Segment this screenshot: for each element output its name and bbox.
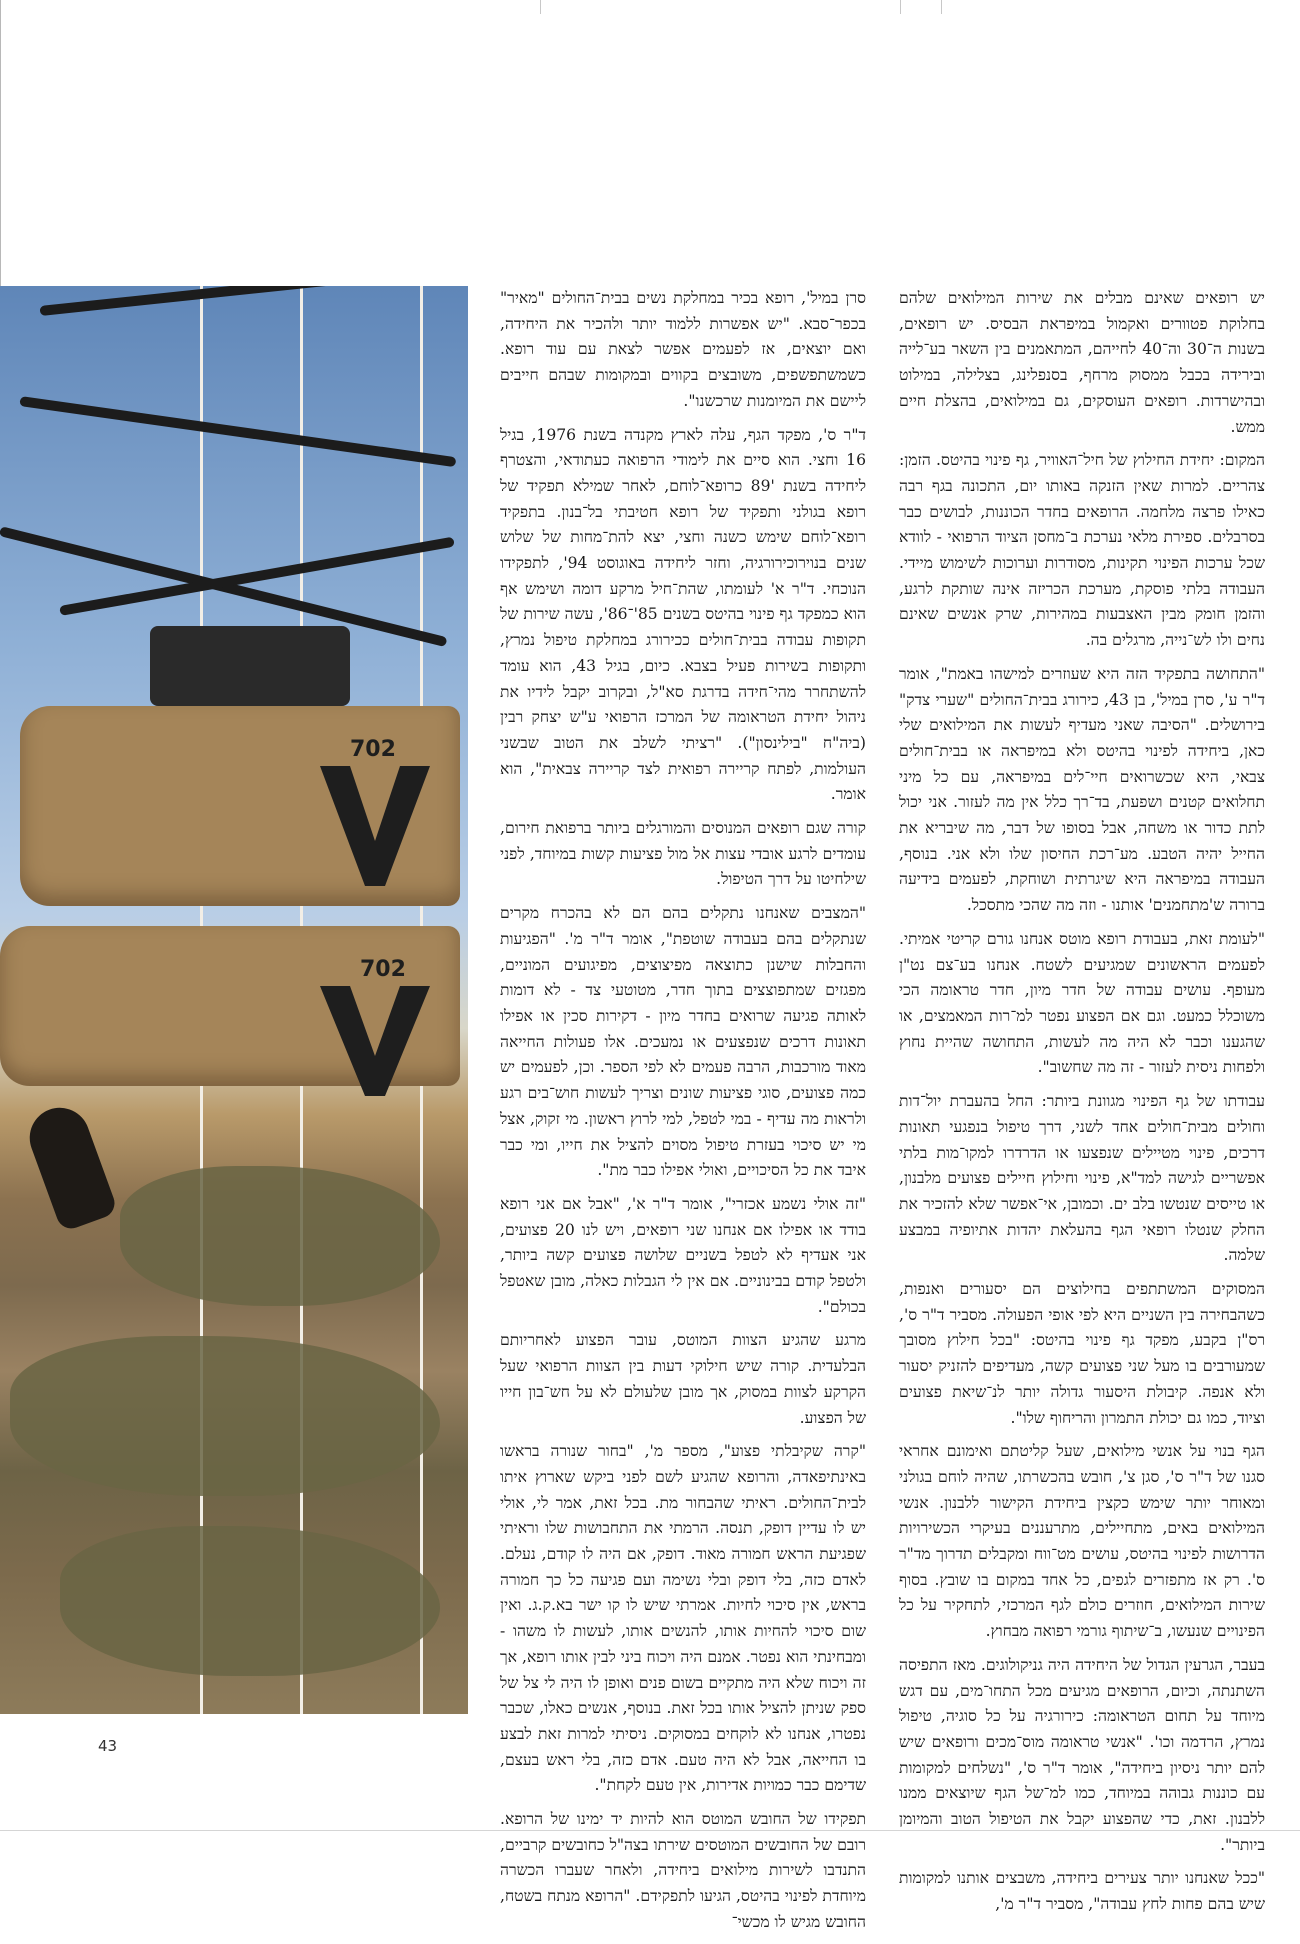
paragraph: סרן במיל', רופא בכיר במחלקת נשים בבית־החולים "מאיר" בכפר־סבא. "יש אפשרות ללמוד יותר ולהכיר את היחידה, ואם יוצאים, אז לפעמים אפשר לצאת עם עוד רופא. כשמשתפשפים, משובצים בקווים ובמקומות שבהם חייבים ליישם את המיומנות שרכשנו". <box>500 289 866 410</box>
helicopter-photo-collage <box>0 286 468 1714</box>
paragraph: "המצבים שאנחנו נתקלים בהם הם לא בהכרח מקרים שנתקלים בהם בעבודה שוטפת", אומר ד"ר מ'. "הפגיעות והחבלות שישנן כתוצאה מפיצוצים, מפיגועים המוניים, מפגזים שמתפוצצים בתוך חדר, מטוטעי צד - לא דומות לאותה פגיעה שרואים בחדר מיון - דקירות סכין או אפילו תאונות דרכים שנפצעים או נמעכים. אלו פעולות החייאה מאוד מורכבות, הרבה פעמים לא לפי הספר. וכן, לפעמים יש כמה פצועים, סוגי פציעות שונים וצריך לעשות חוש־בים רגע ולראות מה עדיף - במי לטפל, למי לרוץ ראשון. מי זקוק, אצל מי יש סיכוי בעזרת טיפול מסוים להציל את חייו, ומי כבר איבד את כל הסיכויים, ואולי אפילו כבר מת". <box>500 904 866 1180</box>
photo-overlay <box>0 286 468 1714</box>
paragraph: הגף בנוי על אנשי מילואים, שעל קליטתם ואימונם אחראי סגנו של ד"ר ס', סגן צ', חובש בהכשרתו, שהיה לוחם בגולני ומאוחר יותר שימש כקצין ביחידת הקישור ללבנון. אנשי המילואים באים, מתחיילים, מתרעננים בעיקרי הכשירויות הדרושות לפינוי בהיטס, עושים מט־ווח ומקבלים תדרוך מד"ר ס'. רק אז מתפזרים לגפים, כל אחד במקום בו שובץ. בסוף שירות המילואים, חוזרים כולם לגף המרכזי, לתחקיר על כל הפינויים שנעשו, ב־שיתוף גורמי רפואה מבחוץ. <box>899 1442 1265 1641</box>
paragraph: המקום: יחידת החילוץ של חיל־האוויר, גף פינוי בהיטס. הזמן: צהריים. למרות שאין הזנקה באותו יום, התכונה בגף רבה כאילו פרצה מלחמה. הרופאים בחדר הכוננות, לבושים כבר בסרבלים. ספירת מלאי נערכת ב־מחסן הציוד הרפואי - לוודא שכל ערכות הפינוי תקינות, מסודרות וערוכות לשימוש מיידי. העבודה בלתי פוסקת, מערכת הכריזה אינה שותקת לרגע, והזמן חומק מבין האצבעות במהירות, שרק אנשים שאינם נחים ולו לש־נייה, מרגלים בה. <box>899 451 1265 650</box>
paragraph: ד"ר ס', מפקד הגף, עלה לארץ מקנדה בשנת 1976, בגיל 16 וחצי. הוא סיים את לימודי הרפואה כעתודאי, והצטרף ליחידה בשנת '89 כרופא־לוחם, לאחר שמילא תפקיד של רופא בגולני ותפקיד של רופא חטיבתי בל־בנון. בתפקיד רופא־לוחם שימש כשנה וחצי, יצא להת־מחות של שלוש שנים בנוירוכירורגיה, וחזר ליחידה באוגוסט 94', לתפקידו הנוכחי. ד"ר א' לעומתו, שהת־חיל מרקע דומה ושימש אף הוא כמפקד גף פינוי בהיטס בשנים 85'־86', עשה שירות של תקופות עבודה בבית־חולים ככירורג במחלקת טיפול נמרץ, ותקופות בשירות פעיל בצבא. כיום, בגיל 43, הוא עומד להשתחרר מהי־חידה בדרגת סא"ל, ובקרוב יקבל לידיו את ניהול יחידת הטראומה של המרכז הרפואי ע"ש יצחק רבין (ביה"ח "בילינסון"). "רציתי לשלב את הטוב שבשני העולמות, לפתח קריירה רפואית לצד קריירה צבאית", הוא אומר. <box>500 425 866 804</box>
paragraph: "ככל שאנחנו יותר צעירים ביחידה, משבצים אותנו למקומות שיש בהם פחות לחץ עבודה", מסביר ד"ר מ', <box>899 1869 1265 1914</box>
paragraph: "קרה שקיבלתי פצוע", מספר מ', "בחור שנורה בראשו באינתיפאדה, והרופא שהגיע לשם לפני ביקש שארוץ איתו לבית־החולים. ראיתי שהבחור מת. בכל זאת, אמר לי, אולי יש לו עדיין דופק, תנסה. הרמתי את התחבושות שלו וראיתי שפגיעת הראש חמורה מאוד. דופק, אם היה לו קודם, נעלם. לאדם כזה, בלי דופק ובלי נשימה ועם פגיעה כל כך חמורה בראש, אין סיכוי לחיות. אמרתי שיש לו קו ישר בא.ק.ג. ואין שום סיכוי להחיות אותו, להנשים אותו, לעשות לו משהו - ומבחינתי הוא נפטר. אמנם היה ויכוח ביני לבין אותו רופא, אך זה ויכוח שלא היה מתקיים בשום פנים ואופן לו היה לי צל של ספק שניתן להציל אותו בכל זאת. בנוסף, אנשים כאלו, שכבר נפטרו, אנחנו לא לוקחים במסוקים. ניסיתי למרות זאת לבצע בו החייאה, אבל לא היה טעם. אדם כזה, בלי ראש בעצם, שדימם כבר כמויות אדירות, אין טעם לקחת". <box>500 1442 866 1795</box>
paragraph: יש רופאים שאינם מבלים את שירות המילואים שלהם בחלוקת פטוורים ואקמול במיפראת הבסיס. יש רופאים, בשנות ה־30 וה־40 לחייהם, המתאמנים בין השאר בע־לייה ובירידה בכבל ממסוק מרחף, בסנפלינג, בצלילה, במילוט ובהישרדות. רופאים העוסקים, גם במילואים, בהצלת חיים ממש. <box>899 289 1265 436</box>
paragraph: "התחושה בתפקיד הזה היא שעוזרים למישהו באמת", אומר ד"ר ע', סרן במיל', בן 43, כירורג בבית־החולים "שערי צדק" בירושלים. "הסיבה שאני מעדיף לעשות את המילואים שלי כאן, ביחידה לפינוי בהיטס ולא במיפראה או בבית־חולים צבאי, היא שכשרואים חיי־לים במיפראה, עם כל מיני תחלואים קטנים ושפעת, בד־רך כלל אין מה לעזור. אני יכול לתת כדור או משחה, אבל בסופו של דבר, מה שיבריא את החייל יהיה הטבע. מע־רכת החיסון שלו ולא אני. בנוסף, העבודה במיפראה היא שיגרתית ושוחקת, לפעמים בידיעה ברורה ש'מתחמנים' אותנו - וזה מה שהכי מתסכל. <box>899 664 1265 915</box>
bottom-rule <box>0 1830 1300 1831</box>
article-column-right <box>899 286 1265 1926</box>
crop-mark-top-right <box>900 0 901 14</box>
paragraph: עבודתו של גף הפינוי מגוונת ביותר: החל בהעברת יול־דות וחולים מבית־חולים אחד לשני, דרך טיפול בנפגעי תאונות דרכים, פינוי מטיילים שנפצעו או הדרדרו למקו־מות בלתי אפשריים לגישה למד"א, פינוי וחילוץ חיילים פצועים מלבנון, או טייסים שנטשו בלב ים. וכמובן, אי־אפשר שלא להזכיר את החלק שנטלו רופאי הגף בהעלאת יהדות אתיופיה במבצע שלמה. <box>899 1092 1265 1265</box>
paragraph: המסוקים המשתתפים בחילוצים הם יסעורים ואנפות, כשהבחירה בין השניים היא לפי אופי הפעולה. מסביר ד"ר ס', רס"ן בקבע, מפקד גף פינוי בהיטס: "בכל חילוץ מסובך שמעורבים בו מעל שני פצועים קשה, מעדיפים להזניק יסעור ולא אנפה. קיבולת היסעור גדולה יותר לנ־שיאת פצועים וציוד, כמו גם יכולת התמרון והריחוף שלו". <box>899 1280 1265 1427</box>
page-number: 43 <box>98 1737 118 1755</box>
tail-number: 702 <box>350 737 396 762</box>
paragraph: "זה אולי נשמע אכזרי", אומר ד"ר א', "אבל אם אני רופא בודד או אפילו אם אנחנו שני רופאים, ויש לנו 20 פצועים, אני אעדיף לא לטפל בשניים שלושה פצועים קשה ביותר, ולטפל קודם בבינוניים. אם אין לי הגבלות כאלה, מובן שאטפל בכולם". <box>500 1194 866 1316</box>
paragraph: קורה שגם רופאים המנוסים והמורגלים ביותר ברפואת חירום, עומדים לרגע אובדי עצות אל מול פציעות קשות במיוחד, לפני שילחיטו על דרך הטיפול. <box>500 819 866 889</box>
paragraph: "לעומת זאת, בעבודת רופא מוטס אנחנו גורם קריטי אמיתי. לפעמים הראשונים שמגיעים לשטח. אנחנו בע־צם נט"ן מעופף. עושים עבודה של חדר מיון, חדר טראומה הכי משוכלל כמעט. וגם אם הפצוע נפטר למ־רות המאמצים, או שהגענו וכבר לא היה מה לעשות, התחושה שהיית נחוץ ולפחות ניסית לעזור - זה מה שחשוב". <box>899 929 1265 1077</box>
paragraph: מרגע שהגיע הצוות המוטס, עובר הפצוע לאחריותם הבלעדית. קורה שיש חילוקי דעות בין הצוות הרפואי שעל הקרקע לצוות במסוק, אך מובן שלעולם לא על חש־בון חייו של הפצוע. <box>500 1331 866 1427</box>
paragraph: תפקידו של החובש המוטס הוא להיות יד ימינו של הרופא. רובם של החובשים המוטסים שירתו בצה"ל כחובשים קרביים, התנדבו לשירות מילואים ביחידה, ולאחר שעברו הכשרה מיוחדת לפינוי בהיטס, הגיעו לתפקידם. "הרופא מנתח בשטח, החובש מגיש לו מכשי־ <box>500 1810 866 1931</box>
article-column-left <box>500 286 866 1944</box>
tail-number: 702 <box>360 957 406 982</box>
chevron-marking <box>320 766 430 1096</box>
crop-mark-top <box>540 0 942 14</box>
paragraph: בעבר, הגרעין הגדול של היחידה היה גניקולוגים. מאז התפיסה השתנתה, וכיום, הרופאים מגיעים מכל התחו־מים, עם דגש מיוחד על תחום הטראומה: כירורגיה על כל סוגיה, טיפול נמרץ, הרדמה וכו'. "אנשי טראומה מוס־מכים ורופאים שיש להם יותר ניסיון ביחידה", אומר ד"ר ס', "נשלחים למקומות עם כוננות גבוהה במיוחד, כמו למ־של הגף שיוצאים ממנו ללבנון. זאת, כדי שהפצוע יקבל את הטיפול הטוב והמיומן ביותר". <box>899 1655 1265 1854</box>
crop-mark-left <box>0 0 1 300</box>
